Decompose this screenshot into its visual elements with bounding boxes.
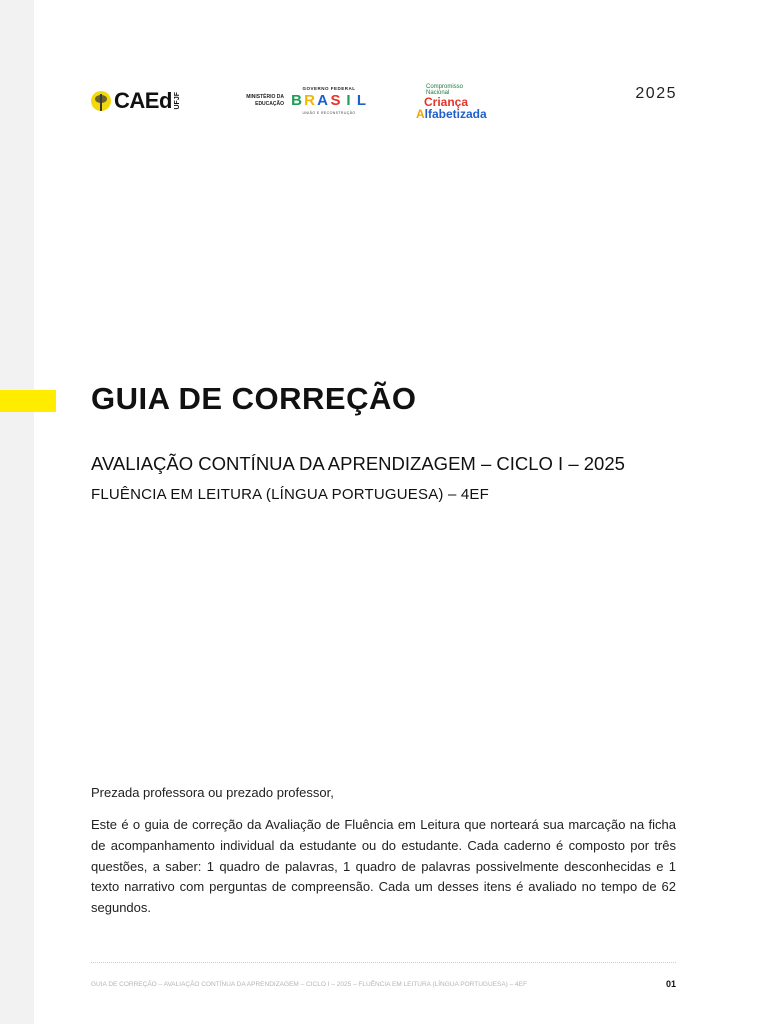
caed-logo-text: CAEd <box>114 88 172 113</box>
gov-brasil-block <box>290 86 368 115</box>
gov-logo <box>238 86 368 115</box>
brasil-letter: L <box>356 92 367 109</box>
header-year: 2025 <box>635 85 677 102</box>
crianca-logo-letter-a: A <box>416 107 425 121</box>
crianca-logo-line4 <box>416 108 487 121</box>
brasil-letter: R <box>304 92 315 109</box>
crianca-alfabetizada-logo <box>416 84 487 121</box>
footer-divider <box>91 962 676 963</box>
intro-greeting: Prezada professora ou prezado professor, <box>91 785 334 800</box>
document-title: GUIA DE CORREÇÃO <box>91 381 417 416</box>
caed-emblem-icon <box>91 91 111 111</box>
crianca-logo-line4-rest: lfabetizada <box>424 107 487 121</box>
gov-bottom-label: UNIÃO E RECONSTRUÇÃO <box>302 111 356 115</box>
ministry-label: MINISTÉRIO DA EDUCAÇÃO <box>246 93 284 107</box>
accent-bar <box>0 390 56 412</box>
brasil-letter: A <box>317 92 328 109</box>
brasil-letter: B <box>291 92 302 109</box>
brasil-letter: S <box>330 92 341 109</box>
crianca-logo-line2: Nacional <box>426 90 450 96</box>
document-subtitle-secondary: FLUÊNCIA EM LEITURA (LÍNGUA PORTUGUESA) – 4EF <box>91 486 489 503</box>
brasil-letter: I <box>346 92 351 109</box>
page-number: 01 <box>665 979 676 989</box>
crianca-logo-line1: Compromisso <box>426 84 464 90</box>
caed-logo <box>91 88 181 114</box>
footer-running-title: GUIA DE CORREÇÃO – AVALIAÇÃO CONTÍNUA DA APRENDIZAGEM – CICLO I – 2025 – FLUÊNCIA EM LEITURA (LÍNGUA PORTUGUESA) – 4EF <box>91 981 527 988</box>
gov-top-label: GOVERNO FEDERAL <box>302 86 356 91</box>
intro-paragraph: Este é o guia de correção da Avaliação de Fluência em Leitura que norteará sua marcação na ficha de acompanhamento individual da estudante ou do estudante. Cada caderno é composto por três questões, a saber: 1 quadro de palavras, 1 quadro de palavras possivelmente desconhecidas e 1 texto narrativo com perguntas de compreensão. Cada um desses itens é avaliado no tempo de 62 segundos. <box>91 817 676 916</box>
document-subtitle: AVALIAÇÃO CONTÍNUA DA APRENDIZAGEM – CICLO I – 2025 <box>91 453 625 474</box>
side-strip <box>0 0 34 1024</box>
caed-logo-sub: UFJF <box>173 92 181 110</box>
brasil-wordmark <box>290 92 368 110</box>
crianca-logo-line3: Criança <box>424 95 469 109</box>
